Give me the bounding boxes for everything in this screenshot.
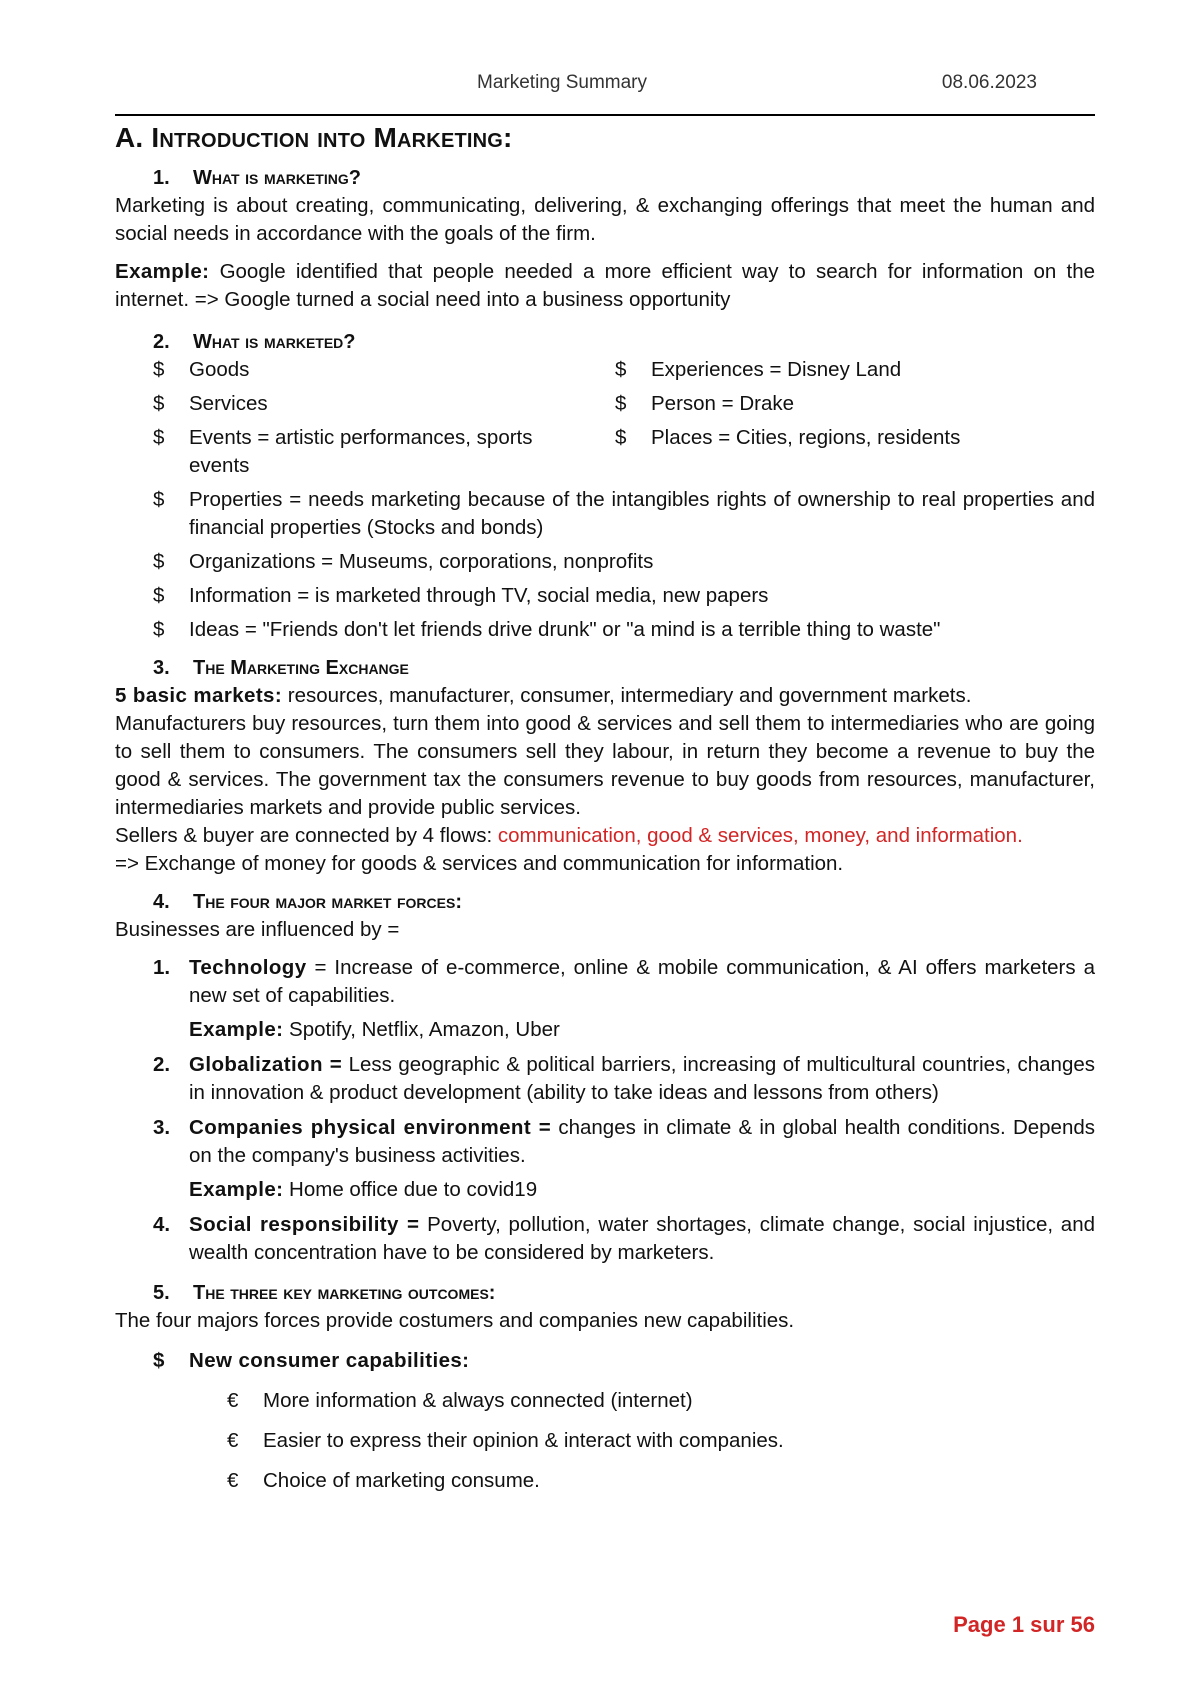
- paragraph: 5 basic markets: resources, manufacturer, consumer, intermediary and government markets.: [115, 684, 972, 707]
- section-title: The four major market forces:: [193, 891, 462, 913]
- example-label: Example:: [115, 260, 210, 283]
- section-heading: [115, 888, 1095, 916]
- paragraph: Sellers & buyer are connected by 4 flows: communication, good & services, money, and information.: [115, 824, 1023, 847]
- chapter-heading: A. Introduction into Marketing:: [115, 122, 513, 153]
- dollar-bullet-icon: $: [153, 584, 165, 607]
- highlighted-text: communication, good & services, money, and information.: [497, 824, 1023, 847]
- section-title: The three key marketing outcomes:: [193, 1282, 496, 1304]
- list-item: $ Organizations = Museums, corporations, nonprofits: [115, 548, 1095, 576]
- paragraph: Manufacturers buy resources, turn them into good & services and sell them to intermediaries who are going to sell them to consumers. The consumers sell they labour, in return they become a revenue to buy the good & services. The government tax the consumers revenue to buy goods from resources, manufacturer, intermediaries markets and provide public services.: [115, 712, 1095, 819]
- section-heading: [115, 654, 1095, 682]
- list-item: $ Person = Drake: [605, 390, 1095, 418]
- section-heading: [115, 164, 1095, 192]
- list-item: $ Information = is marketed through TV, social media, new papers: [115, 582, 1095, 610]
- numbered-item: 3. Companies physical environment = changes in climate & in global health conditions. Depends on the company's business activities.: [153, 1116, 1096, 1167]
- dollar-bullet-icon: $: [153, 392, 165, 415]
- section-number: 2.: [153, 331, 170, 353]
- euro-bullet-icon: €: [227, 1469, 239, 1492]
- euro-bullet-icon: €: [227, 1429, 239, 1452]
- dollar-bullet-icon: $: [153, 1349, 165, 1372]
- section-number: 4.: [153, 891, 170, 913]
- list-item: $ Places = Cities, regions, residents: [605, 424, 1095, 452]
- header-title: Marketing Summary: [477, 72, 647, 93]
- dollar-bullet-icon: $: [153, 618, 165, 641]
- list-item: $ Properties = needs marketing because of the intangibles rights of ownership to real properties and financial properties (Stocks and bonds): [115, 486, 1095, 542]
- page-number: Page 1 sur 56: [953, 1612, 1095, 1637]
- sub-list-item: € Easier to express their opinion & interact with companies.: [115, 1427, 1095, 1455]
- sub-list-item: € More information & always connected (internet): [115, 1387, 1095, 1415]
- paragraph: Marketing is about creating, communicating, delivering, & exchanging offerings that meet the human and social needs in accordance with the goals of the firm.: [115, 194, 1095, 245]
- section-heading: [115, 328, 1095, 356]
- list-item: $ Experiences = Disney Land: [605, 356, 1095, 384]
- dollar-bullet-icon: $: [153, 358, 165, 381]
- dollar-bullet-icon: $: [153, 488, 165, 511]
- dollar-bullet-icon: $: [615, 426, 627, 449]
- dollar-bullet-icon: $: [153, 550, 165, 573]
- list-item: $ Services: [115, 390, 605, 418]
- page-content: [115, 120, 1095, 1495]
- list-item: $ New consumer capabilities:: [115, 1347, 1095, 1375]
- list-item: $ Ideas = "Friends don't let friends drive drunk" or "a mind is a terrible thing to waste": [115, 616, 1095, 644]
- page-header: [115, 70, 1095, 116]
- section-title: What is marketed?: [193, 331, 356, 353]
- header-date: 08.06.2023: [941, 72, 1037, 93]
- example-paragraph: Example: Home office due to covid19: [189, 1178, 538, 1201]
- numbered-item: 4. Social responsibility = Poverty, pollution, water shortages, climate change, social injustice, and wealth concentration have to be considered by marketers.: [153, 1213, 1095, 1264]
- right-column: [605, 356, 1095, 480]
- numbered-item: 2. Globalization = Less geographic & political barriers, increasing of multicultural countries, changes in innovation & product development (ability to take ideas and lessons from others): [153, 1053, 1095, 1104]
- dollar-bullet-icon: $: [153, 426, 165, 449]
- dollar-bullet-icon: $: [615, 392, 627, 415]
- example-text: Google identified that people needed a more efficient way to search for information on the internet. => Google turned a social need into a business opportunity: [115, 260, 1095, 311]
- sub-list-item: € Choice of marketing consume.: [115, 1467, 1095, 1495]
- list-item: $ Goods: [115, 356, 605, 384]
- list-item: $ Events = artistic performances, sports events: [115, 424, 605, 480]
- example-paragraph: [115, 258, 1095, 314]
- section-heading: [115, 1279, 1095, 1307]
- dollar-bullet-icon: $: [615, 358, 627, 381]
- paragraph: => Exchange of money for goods & services and communication for information.: [115, 852, 844, 875]
- section-title: What is marketing?: [193, 167, 361, 189]
- section-number: 1.: [153, 167, 170, 189]
- left-column: [115, 356, 605, 480]
- paragraph: Businesses are influenced by =: [115, 918, 400, 941]
- paragraph: The four majors forces provide costumers and companies new capabilities.: [115, 1309, 795, 1332]
- euro-bullet-icon: €: [227, 1389, 239, 1412]
- section-number: 5.: [153, 1282, 170, 1304]
- section-number: 3.: [153, 657, 170, 679]
- example-paragraph: Example: Spotify, Netflix, Amazon, Uber: [189, 1018, 560, 1041]
- section-title: The Marketing Exchange: [193, 657, 409, 679]
- two-column-list: [115, 356, 1095, 480]
- numbered-item: 1. Technology = Increase of e-commerce, online & mobile communication, & AI offers marketers a new set of capabilities.: [153, 956, 1095, 1007]
